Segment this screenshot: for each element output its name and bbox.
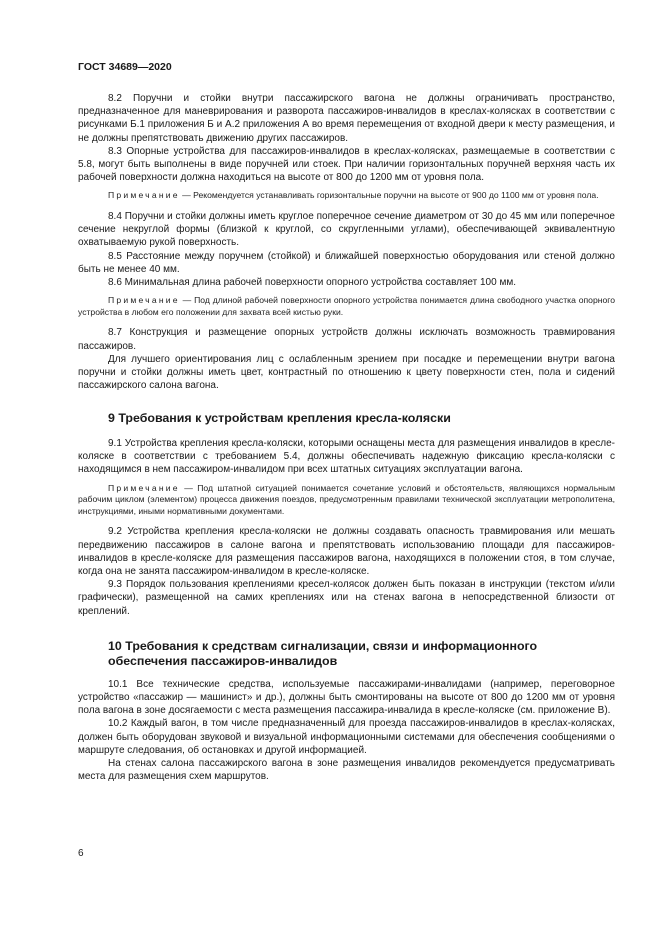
paragraph-8-6: 8.6 Минимальная длина рабочей поверхности опорного устройства составляет 100 мм. bbox=[108, 277, 516, 289]
document-body bbox=[78, 92, 615, 783]
note-8-6 bbox=[78, 295, 615, 318]
paragraph-8-7-b: Для лучшего ориентирования лиц с ослабленным зрением при посадке и перемещении внутри вагона поручни и стойки должны иметь цвет, контрастный по отношению к цвету поверхности стен, пола и сидений пассажирского салона вагона. bbox=[78, 353, 615, 392]
paragraph-10-2-b: На стенах салона пассажирского вагона в зоне размещения инвалидов рекомендуется предусматривать места для размещения схем маршрутов. bbox=[78, 757, 615, 783]
paragraph-9-1: 9.1 Устройства крепления кресла-коляски, которыми оснащены места для размещения инвалидов в кресле-коляске в соответствии с требованием 5.4, должны обеспечивать надежную фиксацию кресла-коляски с находящимся в нем пассажиром-инвалидом при всех штатных ситуациях эксплуатации вагона. bbox=[78, 437, 615, 476]
paragraph-8-7: 8.7 Конструкция и размещение опорных устройств должны исключать возможность травмирования пассажиров. bbox=[78, 327, 615, 352]
page-number: 6 bbox=[78, 848, 84, 859]
note-9-1 bbox=[78, 483, 615, 518]
note-label: Примечание bbox=[108, 190, 180, 201]
note-text: — Рекомендуется устанавливать горизонтальные поручни на высоте от 900 до 1100 мм от уровня пола. bbox=[179, 190, 599, 201]
document-header: ГОСТ 34689—2020 bbox=[78, 61, 172, 73]
paragraph-10-2: 10.2 Каждый вагон, в том числе предназначенный для проезда пассажиров-инвалидов в креслах-колясках, должен быть оборудован звуковой и визуальной информационными системами для обеспечения сообщениями о маршруте следования, об остановках и другой информацией. bbox=[78, 718, 615, 756]
note-label: Примечание bbox=[108, 482, 180, 493]
note-label: Примечание bbox=[108, 295, 180, 306]
section-heading-10: 10 Требования к средствам сигнализации, связи и информационного обеспечения пассажиров-инвалидов bbox=[108, 638, 538, 669]
note-8-3 bbox=[78, 190, 615, 202]
paragraph-9-2: 9.2 Устройства крепления кресла-коляски не должны создавать опасность травмирования или мешать передвижению пассажиров в салоне вагона и препятствовать использованию площади для пассажиров-инвалидов в кресле-коляске для размещения пассажиров вагона, находящихся в положении стоя, в том случае, когда она не занята пассажиром-инвалидом в кресле-коляске. bbox=[78, 526, 615, 577]
section-heading-9: 9 Требования к устройствам крепления кресла-коляски bbox=[108, 411, 451, 426]
note-text: — Под штатной ситуацией понимается сочетание условий и обстоятельств, являющихся нормальным рабочим циклом (элементом) процесса движения поездов, предусмотренным правилами технической эксплуатации метрополитена, инструкциями, иными нормативными документами. bbox=[78, 482, 615, 516]
paragraph-8-5: 8.5 Расстояние между поручнем (стойкой) и ближайшей поверхностью оборудования или стеной должно быть не менее 40 мм. bbox=[78, 250, 615, 275]
paragraph-8-3: 8.3 Опорные устройства для пассажиров-инвалидов в креслах-колясках, размещаемые в соответствии с 5.8, могут быть выполнены в виде поручней или стоек. При наличии горизонтальных поручней верхняя часть их рабочей поверхности должна находиться на высоте от 800 до 1200 мм от уровня пола. bbox=[78, 145, 615, 184]
paragraph-10-1: 10.1 Все технические средства, используемые пассажирами-инвалидами (например, переговорное устройство «пассажир — машинист» и др.), должны быть смонтированы на высоте от 800 до 1200 мм от уровня пола вагона в зоне досягаемости с места размещения пассажира-инвалида в кресле-коляске (см. приложение В). bbox=[78, 678, 615, 717]
note-text: — Под длиной рабочей поверхности опорного устройства понимается длина свободного участка опорного устройства в любом его положении для захвата всей кистью руки. bbox=[78, 295, 615, 317]
paragraph-8-2: 8.2 Поручни и стойки внутри пассажирского вагона не должны ограничивать пространство, предназначенное для маневрирования и разворота пассажиров-инвалидов в креслах-колясках в соответствии с рисунками Б.1 приложения Б и А.2 приложения А во время перемещения от входной двери к месту размещения, и не должны препятствовать движению других пассажиров. bbox=[78, 93, 615, 144]
paragraph-8-4: 8.4 Поручни и стойки должны иметь круглое поперечное сечение диаметром от 30 до 45 мм или поперечное сечение некруглой формы (близкой к круглой, со скругленными углами), обеспечивающей эквивалентную охватываемую рукой поверхность. bbox=[78, 211, 615, 249]
paragraph-9-3: 9.3 Порядок пользования креплениями кресел-колясок должен быть показан в инструкции (текстом и/или графически), размещенной на самих креплениях или на стенах вагона в непосредственной близости от креплений. bbox=[78, 579, 615, 617]
